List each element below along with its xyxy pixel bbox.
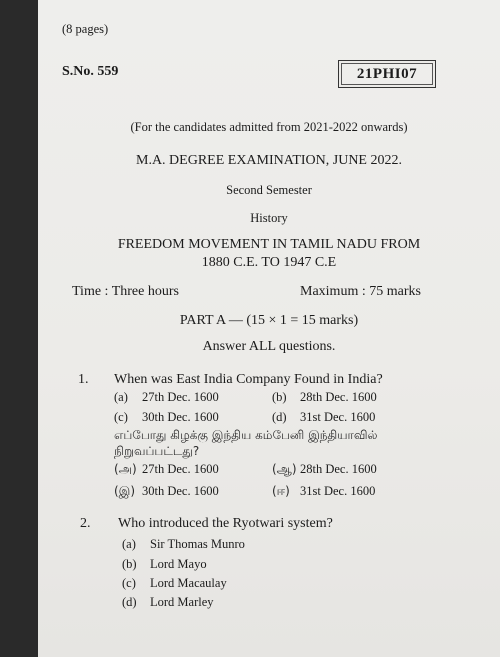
option-c: (c) 30th Dec. 1600 [114, 410, 219, 424]
serial-number: S.No. 559 [62, 64, 119, 79]
option-b: (b) Lord Mayo [122, 557, 207, 571]
option-a: (a) 27th Dec. 1600 [114, 390, 219, 404]
question-text: Who introduced the Ryotwari system? [118, 516, 333, 531]
candidates-note: (For the candidates admitted from 2021-2022 onwards) [130, 120, 408, 134]
tamil-question-line1: எப்போது கிழக்கு இந்திய கம்பேனி இந்தியாவில் [114, 428, 378, 442]
paper-code-box [338, 60, 436, 88]
option-c: (c) Lord Macaulay [122, 576, 227, 590]
tamil-option-a: (அ) 27th Dec. 1600 [114, 462, 219, 476]
option-d: (d) 31st Dec. 1600 [272, 410, 376, 424]
page-count: (8 pages) [62, 22, 109, 36]
question-text: When was East India Company Found in India? [114, 372, 383, 387]
option-a: (a) Sir Thomas Munro [122, 537, 245, 551]
tamil-option-c: (இ) 30th Dec. 1600 [114, 484, 219, 498]
exam-paper [38, 0, 500, 657]
instruction: Answer ALL questions. [202, 339, 336, 354]
paper-title-line1: FREEDOM MOVEMENT IN TAMIL NADU FROM [117, 237, 421, 252]
part-heading: PART A — (15 × 1 = 15 marks) [179, 313, 359, 328]
tamil-option-b: (ஆ) 28th Dec. 1600 [272, 462, 377, 476]
subject: History [250, 211, 288, 225]
degree-title: M.A. DEGREE EXAMINATION, JUNE 2022. [136, 153, 402, 168]
question-number: 1. [78, 372, 89, 387]
maximum-marks: Maximum : 75 marks [300, 284, 421, 299]
paper-code: 21PHI07 [356, 65, 418, 82]
tamil-question-line2: நிறுவப்பட்டது? [114, 444, 200, 458]
time-allowed: Time : Three hours [72, 284, 179, 299]
tamil-option-d: (ஈ) 31st Dec. 1600 [272, 484, 376, 498]
semester: Second Semester [226, 183, 312, 197]
question-number: 2. [80, 516, 91, 531]
option-d: (d) Lord Marley [122, 595, 214, 609]
option-b: (b) 28th Dec. 1600 [272, 390, 377, 404]
paper-title-line2: 1880 C.E. TO 1947 C.E [201, 255, 337, 270]
